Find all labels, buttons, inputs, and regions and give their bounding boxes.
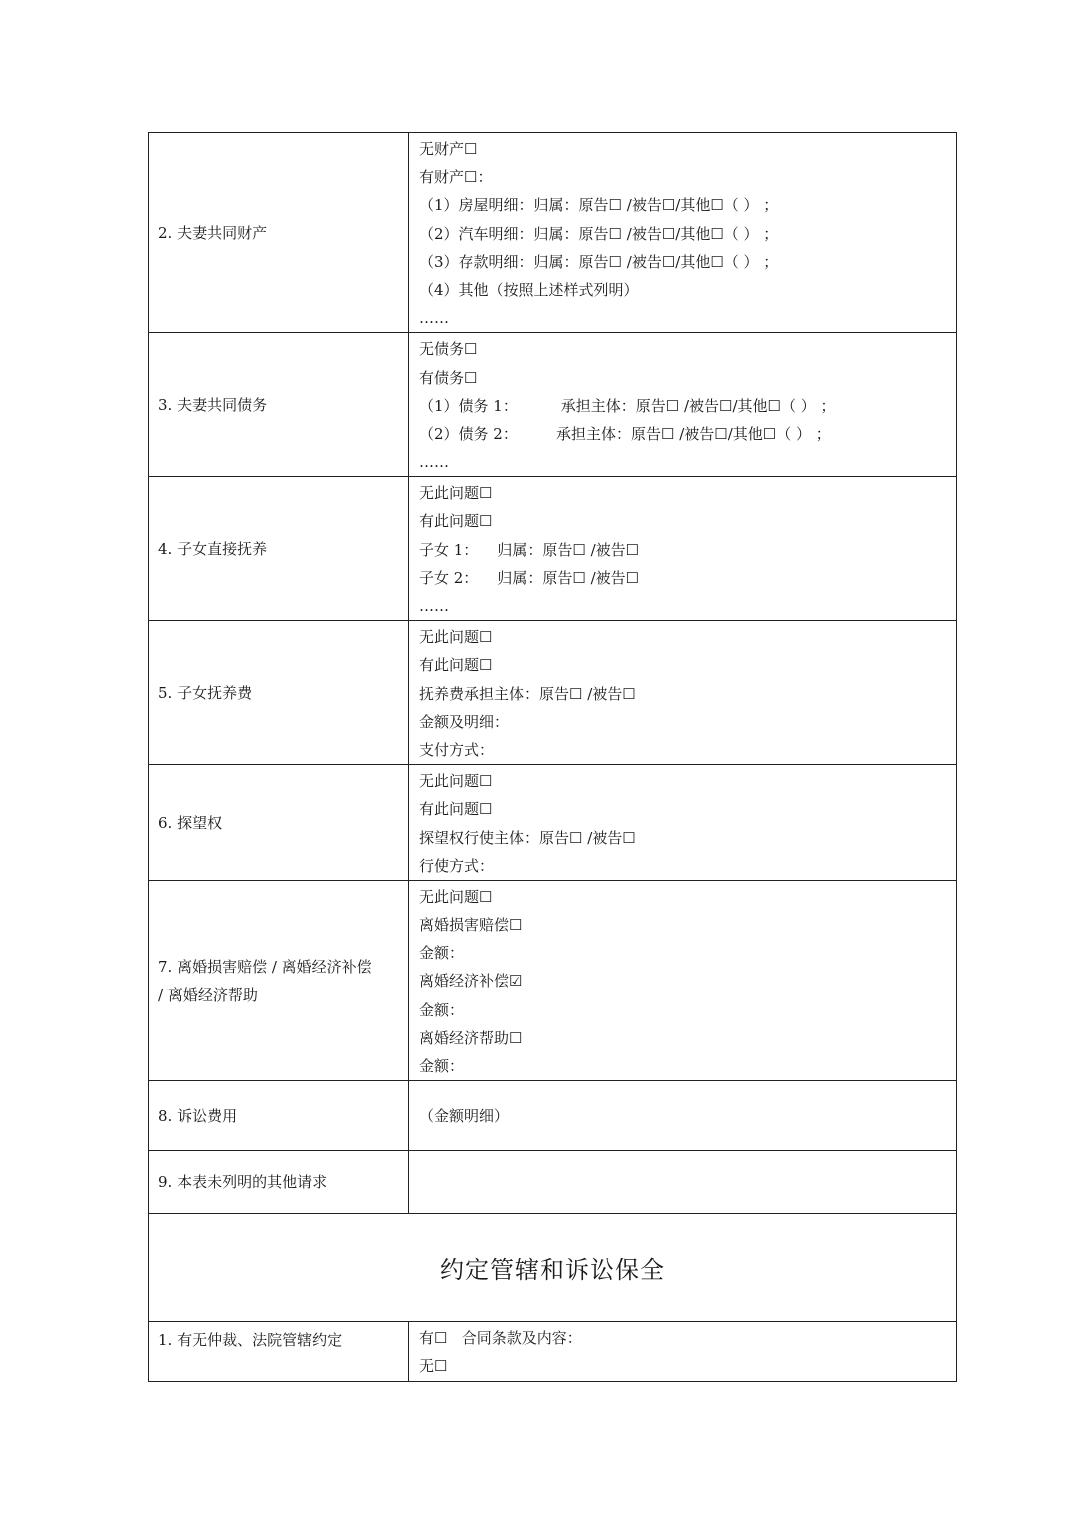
visitation-holder-line[interactable]: 探望权行使主体：原告☐ /被告☐	[419, 828, 636, 847]
payment-method-line: 支付方式：	[419, 740, 495, 759]
row-joint-debt	[149, 333, 957, 477]
label-joint-property: 2. 夫妻共同财产	[149, 133, 409, 333]
row-divorce-compensation	[149, 880, 957, 1080]
content-child-support	[409, 621, 957, 765]
deposit-detail-line[interactable]: （3）存款明细：归属：原告☐ /被告☐/其他☐（ ） ；	[419, 252, 779, 271]
label-line-1: 7. 离婚损害赔偿 / 离婚经济补偿	[158, 957, 372, 976]
label-other-requests: 9. 本表未列明的其他请求	[149, 1151, 409, 1214]
label-line-2: / 离婚经济帮助	[158, 985, 258, 1004]
ellipsis: ……	[419, 309, 449, 328]
house-detail-line[interactable]: （1）房屋明细：归属：原告☐ /被告☐/其他☐（ ） ；	[419, 196, 779, 215]
row-child-custody	[149, 477, 957, 621]
child-1-line[interactable]: 子女 1： 归属：原告☐ /被告☐	[419, 540, 640, 559]
content-visitation	[409, 765, 957, 881]
label-joint-debt: 3. 夫妻共同债务	[149, 333, 409, 477]
visitation-method-line: 行使方式：	[419, 856, 495, 875]
debt-2-line[interactable]: （2）债务 2： 承担主体：原告☐ /被告☐/其他☐（ ） ；	[419, 424, 831, 443]
amount-line: 金额：	[419, 1057, 465, 1075]
row-section-header	[149, 1214, 957, 1322]
row-child-support	[149, 621, 957, 765]
has-issue-option[interactable]: 有此问题☐	[419, 800, 493, 819]
no-issue-option[interactable]: 无此问题☐	[419, 887, 493, 906]
ellipsis: ……	[419, 597, 449, 615]
amount-line: 金额：	[419, 944, 465, 963]
content-other-requests[interactable]	[409, 1151, 957, 1214]
support-payer-line[interactable]: 抚养费承担主体：原告☐ /被告☐	[419, 684, 636, 703]
amount-detail-line: 金额及明细：	[419, 712, 510, 731]
damage-compensation-option[interactable]: 离婚损害赔偿☐	[419, 916, 523, 935]
debt-1-line[interactable]: （1）债务 1： 承担主体：原告☐ /被告☐/其他☐（ ） ；	[419, 396, 836, 415]
label-jurisdiction-agreement: 1. 有无仲裁、法院管辖约定	[149, 1322, 409, 1381]
row-jurisdiction-agreement	[149, 1322, 957, 1381]
ellipsis: ……	[419, 453, 449, 472]
content-divorce-compensation	[409, 880, 957, 1080]
amount-line: 金额：	[419, 1000, 465, 1019]
no-issue-option[interactable]: 无此问题☐	[419, 772, 493, 791]
has-agreement-option[interactable]: 有☐ 合同条款及内容：	[419, 1329, 582, 1348]
other-property-line: （4）其他（按照上述样式列明）	[419, 280, 639, 299]
content-jurisdiction-agreement	[409, 1322, 957, 1381]
divorce-complaint-form-table	[148, 132, 957, 1382]
has-issue-option[interactable]: 有此问题☐	[419, 512, 493, 531]
label-litigation-fees: 8. 诉讼费用	[149, 1081, 409, 1151]
label-child-custody: 4. 子女直接抚养	[149, 477, 409, 621]
label-child-support: 5. 子女抚养费	[149, 621, 409, 765]
row-litigation-fees	[149, 1081, 957, 1151]
row-visitation	[149, 765, 957, 881]
content-joint-debt	[409, 333, 957, 477]
row-joint-property	[149, 133, 957, 333]
economic-assistance-option[interactable]: 离婚经济帮助☐	[419, 1028, 523, 1047]
has-issue-option[interactable]: 有此问题☐	[419, 656, 493, 675]
no-issue-option[interactable]: 无此问题☐	[419, 484, 493, 503]
label-visitation: 6. 探望权	[149, 765, 409, 881]
car-detail-line[interactable]: （2）汽车明细：归属：原告☐ /被告☐/其他☐（ ） ；	[419, 224, 779, 243]
no-issue-option[interactable]: 无此问题☐	[419, 628, 493, 647]
no-debt-option[interactable]: 无债务☐	[419, 340, 478, 359]
content-joint-property	[409, 133, 957, 333]
row-other-requests	[149, 1151, 957, 1214]
content-child-custody	[409, 477, 957, 621]
no-agreement-option[interactable]: 无☐	[419, 1357, 448, 1376]
no-property-option[interactable]: 无财产☐	[419, 140, 478, 158]
section-title: 约定管辖和诉讼保全	[149, 1214, 957, 1322]
content-litigation-fees[interactable]: （金额明细）	[409, 1081, 957, 1151]
child-2-line[interactable]: 子女 2： 归属：原告☐ /被告☐	[419, 568, 640, 587]
has-property-option[interactable]: 有财产☐：	[419, 168, 493, 187]
label-divorce-compensation	[149, 880, 409, 1080]
has-debt-option[interactable]: 有债务☐	[419, 368, 478, 387]
economic-compensation-option[interactable]: 离婚经济补偿☑	[419, 972, 523, 991]
